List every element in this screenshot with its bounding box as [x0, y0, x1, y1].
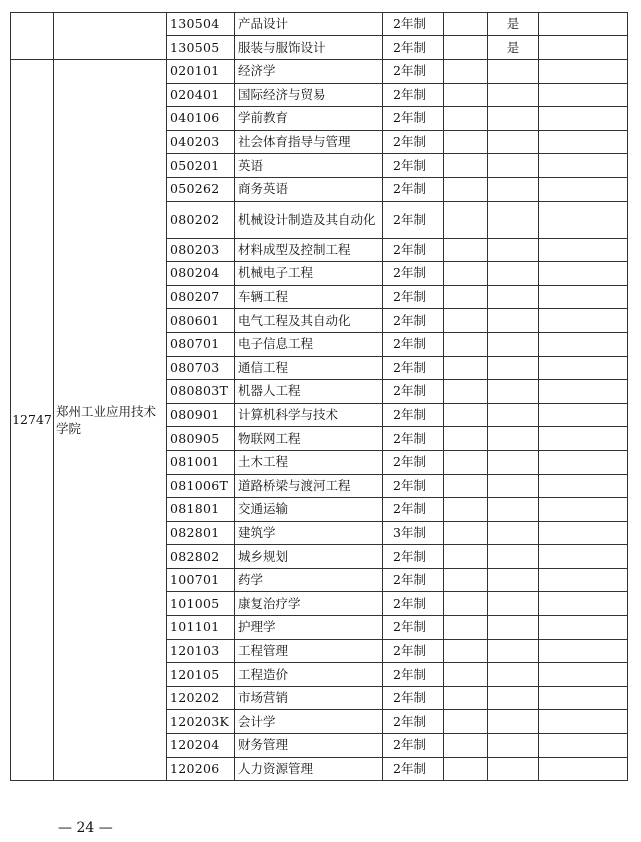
major-code: 100701 [167, 568, 235, 592]
major-name: 康复治疗学 [235, 592, 383, 616]
duration: 2年制 [383, 545, 444, 569]
major-code: 082802 [167, 545, 235, 569]
major-code: 050201 [167, 154, 235, 178]
duration: 2年制 [383, 107, 444, 131]
major-name: 经济学 [235, 60, 383, 84]
duration: 2年制 [383, 154, 444, 178]
col6-cell [488, 332, 539, 356]
col7-cell [539, 734, 628, 758]
col5-cell [444, 734, 488, 758]
major-name: 国际经济与贸易 [235, 83, 383, 107]
col5-cell [444, 403, 488, 427]
col6-cell [488, 285, 539, 309]
major-name: 学前教育 [235, 107, 383, 131]
major-name: 材料成型及控制工程 [235, 238, 383, 262]
col5-cell [444, 757, 488, 781]
major-code: 050262 [167, 177, 235, 201]
duration: 2年制 [383, 427, 444, 451]
col7-cell [539, 83, 628, 107]
duration: 2年制 [383, 332, 444, 356]
major-code: 101101 [167, 616, 235, 640]
col5-cell [444, 450, 488, 474]
duration: 3年制 [383, 521, 444, 545]
col5-cell [444, 639, 488, 663]
col7-cell [539, 356, 628, 380]
col6-cell [488, 403, 539, 427]
col5-cell [444, 201, 488, 238]
major-code: 130505 [167, 36, 235, 60]
major-name: 交通运输 [235, 498, 383, 522]
col7-cell [539, 474, 628, 498]
col5-cell [444, 177, 488, 201]
major-code: 080901 [167, 403, 235, 427]
col6-cell [488, 545, 539, 569]
major-code: 120206 [167, 757, 235, 781]
duration: 2年制 [383, 474, 444, 498]
major-name: 服装与服饰设计 [235, 36, 383, 60]
major-name: 工程造价 [235, 663, 383, 687]
col7-cell [539, 663, 628, 687]
col5-cell [444, 107, 488, 131]
col7-cell [539, 498, 628, 522]
col7-cell [539, 177, 628, 201]
major-code: 080202 [167, 201, 235, 238]
col5-cell [444, 663, 488, 687]
duration: 2年制 [383, 262, 444, 286]
col7-cell [539, 568, 628, 592]
col6-cell [488, 663, 539, 687]
col6-cell [488, 238, 539, 262]
table-row [11, 60, 628, 84]
col7-cell [539, 639, 628, 663]
col5-cell [444, 616, 488, 640]
major-name: 机械设计制造及其自动化 [235, 201, 383, 238]
col7-cell [539, 201, 628, 238]
col5-cell [444, 380, 488, 404]
duration: 2年制 [383, 663, 444, 687]
col7-cell [539, 332, 628, 356]
col5-cell [444, 60, 488, 84]
duration: 2年制 [383, 285, 444, 309]
major-code: 130504 [167, 13, 235, 36]
col6-cell [488, 154, 539, 178]
col7-cell [539, 238, 628, 262]
col5-cell [444, 474, 488, 498]
col7-cell [539, 757, 628, 781]
col7-cell [539, 36, 628, 60]
col7-cell [539, 521, 628, 545]
major-code: 020401 [167, 83, 235, 107]
col5-cell [444, 592, 488, 616]
col6-cell [488, 380, 539, 404]
duration: 2年制 [383, 309, 444, 333]
duration: 2年制 [383, 238, 444, 262]
major-name: 产品设计 [235, 13, 383, 36]
duration: 2年制 [383, 356, 444, 380]
institution-code: 12747 [11, 60, 54, 781]
col7-cell [539, 285, 628, 309]
col7-cell [539, 592, 628, 616]
major-code: 080803T [167, 380, 235, 404]
major-name: 车辆工程 [235, 285, 383, 309]
duration: 2年制 [383, 568, 444, 592]
col7-cell [539, 403, 628, 427]
major-name: 电子信息工程 [235, 332, 383, 356]
table-body [11, 13, 628, 781]
col6-cell [488, 710, 539, 734]
major-code: 120203K [167, 710, 235, 734]
col7-cell [539, 13, 628, 36]
col6-cell [488, 616, 539, 640]
col7-cell [539, 616, 628, 640]
col5-cell [444, 521, 488, 545]
col5-cell [444, 332, 488, 356]
col5-cell [444, 154, 488, 178]
col6-cell [488, 757, 539, 781]
major-name: 物联网工程 [235, 427, 383, 451]
major-name: 护理学 [235, 616, 383, 640]
major-name: 会计学 [235, 710, 383, 734]
major-code: 080601 [167, 309, 235, 333]
col7-cell [539, 427, 628, 451]
duration: 2年制 [383, 36, 444, 60]
duration: 2年制 [383, 130, 444, 154]
major-name: 电气工程及其自动化 [235, 309, 383, 333]
duration: 2年制 [383, 734, 444, 758]
major-code: 080204 [167, 262, 235, 286]
col5-cell [444, 83, 488, 107]
major-code: 101005 [167, 592, 235, 616]
col7-cell [539, 107, 628, 131]
col6-cell [488, 568, 539, 592]
majors-table [10, 12, 628, 781]
major-code: 080203 [167, 238, 235, 262]
col7-cell [539, 450, 628, 474]
major-code: 040106 [167, 107, 235, 131]
col7-cell [539, 309, 628, 333]
major-name: 通信工程 [235, 356, 383, 380]
col6-cell [488, 639, 539, 663]
major-code: 020101 [167, 60, 235, 84]
duration: 2年制 [383, 13, 444, 36]
major-code: 080207 [167, 285, 235, 309]
table-row [11, 13, 628, 36]
major-code: 081801 [167, 498, 235, 522]
col7-cell [539, 60, 628, 84]
col6-cell [488, 356, 539, 380]
col6-cell [488, 60, 539, 84]
major-code: 080905 [167, 427, 235, 451]
major-name: 城乡规划 [235, 545, 383, 569]
col7-cell [539, 686, 628, 710]
col5-cell [444, 309, 488, 333]
col7-cell [539, 545, 628, 569]
col6-cell: 是 [488, 13, 539, 36]
duration: 2年制 [383, 498, 444, 522]
col6-cell [488, 83, 539, 107]
major-name: 机器人工程 [235, 380, 383, 404]
inst-name-cell-prev [54, 13, 167, 60]
col6-cell [488, 521, 539, 545]
page-number: — 24 — [58, 820, 113, 836]
col5-cell [444, 356, 488, 380]
col6-cell [488, 309, 539, 333]
major-name: 建筑学 [235, 521, 383, 545]
col7-cell [539, 710, 628, 734]
major-name: 人力资源管理 [235, 757, 383, 781]
duration: 2年制 [383, 757, 444, 781]
duration: 2年制 [383, 83, 444, 107]
col5-cell [444, 686, 488, 710]
major-code: 120105 [167, 663, 235, 687]
duration: 2年制 [383, 380, 444, 404]
col5-cell [444, 130, 488, 154]
major-code: 080701 [167, 332, 235, 356]
major-code: 082801 [167, 521, 235, 545]
duration: 2年制 [383, 616, 444, 640]
col6-cell [488, 130, 539, 154]
col7-cell [539, 154, 628, 178]
major-code: 081006T [167, 474, 235, 498]
col5-cell [444, 262, 488, 286]
major-name: 商务英语 [235, 177, 383, 201]
col5-cell [444, 710, 488, 734]
col6-cell [488, 592, 539, 616]
major-name: 计算机科学与技术 [235, 403, 383, 427]
col7-cell [539, 130, 628, 154]
duration: 2年制 [383, 710, 444, 734]
col7-cell [539, 380, 628, 404]
major-name: 社会体育指导与管理 [235, 130, 383, 154]
duration: 2年制 [383, 639, 444, 663]
col5-cell [444, 545, 488, 569]
col6-cell [488, 201, 539, 238]
col6-cell [488, 498, 539, 522]
col6-cell [488, 177, 539, 201]
col6-cell [488, 734, 539, 758]
col6-cell [488, 450, 539, 474]
major-name: 财务管理 [235, 734, 383, 758]
duration: 2年制 [383, 60, 444, 84]
duration: 2年制 [383, 201, 444, 238]
duration: 2年制 [383, 450, 444, 474]
major-name: 道路桥梁与渡河工程 [235, 474, 383, 498]
col5-cell [444, 498, 488, 522]
major-code: 120204 [167, 734, 235, 758]
major-name: 机械电子工程 [235, 262, 383, 286]
duration: 2年制 [383, 686, 444, 710]
major-name: 药学 [235, 568, 383, 592]
major-code: 040203 [167, 130, 235, 154]
col5-cell [444, 285, 488, 309]
major-code: 120202 [167, 686, 235, 710]
col6-cell [488, 474, 539, 498]
col7-cell [539, 262, 628, 286]
inst-code-cell-prev [11, 13, 54, 60]
major-code: 120103 [167, 639, 235, 663]
major-code: 081001 [167, 450, 235, 474]
col6-cell: 是 [488, 36, 539, 60]
major-name: 土木工程 [235, 450, 383, 474]
institution-name: 郑州工业应用技术学院 [54, 60, 167, 781]
col6-cell [488, 107, 539, 131]
major-name: 市场营销 [235, 686, 383, 710]
major-name: 工程管理 [235, 639, 383, 663]
col5-cell [444, 238, 488, 262]
duration: 2年制 [383, 177, 444, 201]
duration: 2年制 [383, 592, 444, 616]
major-name: 英语 [235, 154, 383, 178]
major-code: 080703 [167, 356, 235, 380]
col5-cell [444, 427, 488, 451]
col5-cell [444, 36, 488, 60]
col5-cell [444, 13, 488, 36]
col5-cell [444, 568, 488, 592]
col6-cell [488, 427, 539, 451]
col6-cell [488, 686, 539, 710]
col6-cell [488, 262, 539, 286]
duration: 2年制 [383, 403, 444, 427]
